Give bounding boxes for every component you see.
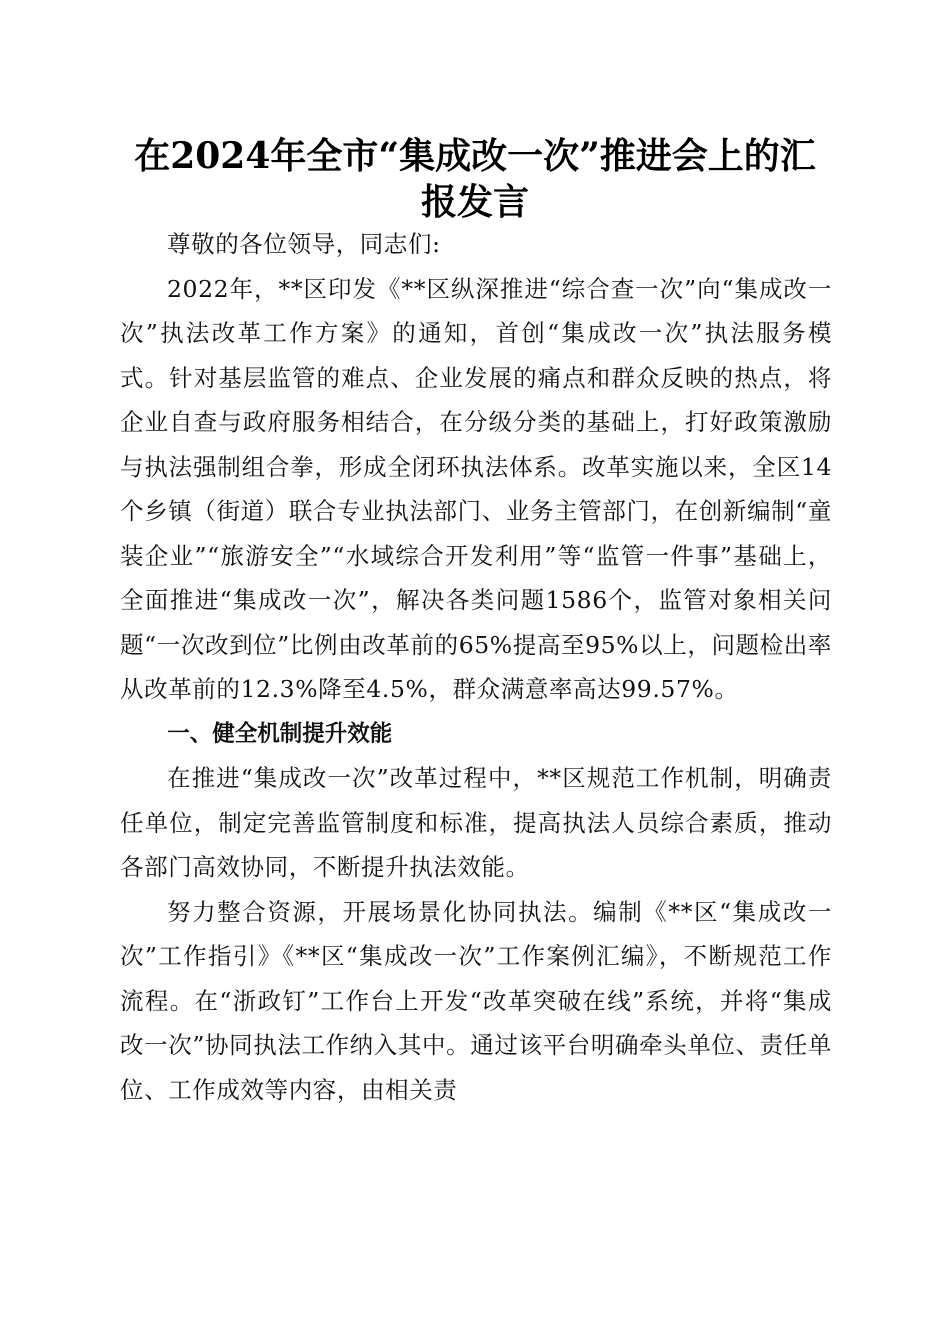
- section-paragraph: 努力整合资源，开展场景化协同执法。编制《**区“集成改一次”工作指引》《**区“集成改一次”工作案例汇编》，不断规范工作流程。在“浙政钉”工作台上开发“改革突破在线”系统，并将“集成改一次”协同执法工作纳入其中。通过该平台明确牵头单位、责任单位、工作成效等内容，由相关责: [120, 897, 832, 1104]
- salutation: 尊敬的各位领导，同志们:: [167, 230, 441, 258]
- section-paragraph: 在推进“集成改一次”改革过程中，**区规范工作机制，明确责任单位，制定完善监管制度和标准，提高执法人员综合素质，推动各部门高效协同，不断提升执法效能。: [120, 764, 832, 881]
- document-title: 在2024年全市“集成改一次”推进会上的汇报发言: [134, 135, 816, 223]
- document-body: [120, 222, 832, 1112]
- intro-paragraph: 2022年，**区印发《**区纵深推进“综合查一次”向“集成改一次”执法改革工作方案》的通知，首创“集成改一次”执法服务模式。针对基层监管的难点、企业发展的痛点和群众反映的热点，将企业自查与政府服务相结合，在分级分类的基础上，打好政策激励与执法强制组合拳，形成全闭环执法体系。改革实施以来，全区14个乡镇（街道）联合专业执法部门、业务主管部门，在创新编制“童装企业”“旅游安全”“水域综合开发利用”等“监管一件事”基础上，全面推进“集成改一次”，解决各类问题1586个，监管对象相关问题“一次改到位”比例由改革前的65%提高至95%以上，问题检出率从改革前的12.3%降至4.5%，群众满意率高达99.57%。: [120, 274, 832, 703]
- section-heading: 一、健全机制提升效能: [167, 720, 393, 747]
